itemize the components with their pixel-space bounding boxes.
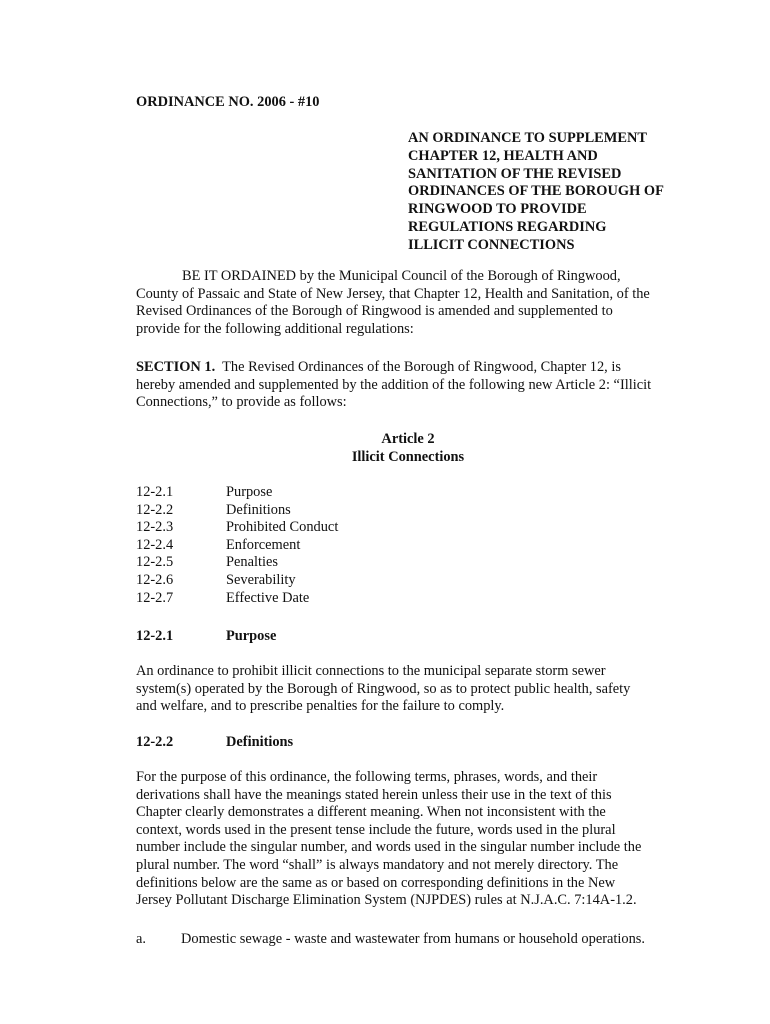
paragraph-line [136, 359, 696, 377]
heading-title: Definitions [226, 734, 294, 750]
paragraph-line: context, words used in the present tense include the future, words used in the plural [136, 821, 616, 838]
toc-number: 12-2.5 [136, 554, 174, 571]
subject-line: REGULATIONS REGARDING [408, 218, 607, 235]
toc-row [136, 572, 338, 590]
section-1-paragraph [136, 359, 696, 412]
toc-row [136, 502, 338, 520]
paragraph-line: derivations shall have the meanings stated herein unless their use in the text of this [136, 786, 612, 803]
paragraph-line: system(s) operated by the Borough of Ringwood, so as to protect public health, safety [136, 680, 631, 697]
subject-line: AN ORDINANCE TO SUPPLEMENT [408, 130, 647, 146]
paragraph-line: Revised Ordinances of the Borough of Ringwood is amended and supplemented to [136, 303, 613, 320]
toc-number: 12-2.7 [136, 589, 174, 606]
toc-title: Prohibited Conduct [226, 519, 339, 536]
toc-number: 12-2.2 [136, 501, 174, 518]
toc-title: Enforcement [226, 536, 301, 553]
toc-number: 12-2.3 [136, 519, 174, 536]
preamble-paragraph [136, 268, 696, 338]
toc-number: 12-2.1 [136, 484, 174, 500]
subject-line: CHAPTER 12, HEALTH AND [408, 147, 598, 164]
toc-title: Definitions [226, 501, 291, 518]
ordinance-subject [408, 130, 708, 255]
toc-title: Purpose [226, 484, 273, 500]
paragraph-line: Chapter clearly demonstrates a different meaning. When not inconsistent with the [136, 804, 606, 821]
paragraph-line: and welfare, and to prescribe penalties for the failure to comply. [136, 698, 505, 715]
subject-line: ILLICIT CONNECTIONS [408, 236, 575, 253]
paragraph-line: Jersey Pollutant Discharge Elimination System (NJPDES) rules at N.J.A.C. 7:14A-1.2. [136, 892, 637, 909]
toc-row [136, 537, 338, 555]
toc-title: Severability [226, 571, 296, 588]
article-heading [136, 430, 680, 466]
toc-row [136, 519, 338, 537]
toc-row [136, 554, 338, 572]
heading-number: 12-2.1 [136, 628, 174, 644]
section-text: The Revised Ordinances of the Borough of Ringwood, Chapter 12, is [215, 359, 621, 375]
definitions-paragraph [136, 769, 696, 910]
paragraph-line: An ordinance to prohibit illicit connections to the municipal separate storm sewer [136, 663, 606, 679]
paragraph-line: Connections,” to provide as follows: [136, 394, 347, 411]
article-number: Article 2 [381, 431, 435, 447]
paragraph-line: number include the singular number, and words used in the singular number include the [136, 839, 642, 856]
paragraph-line: County of Passaic and State of New Jersey, that Chapter 12, Health and Sanitation, of the [136, 285, 650, 302]
paragraph-line: BE IT ORDAINED by the Municipal Council of the Borough of Ringwood, [182, 268, 621, 284]
paragraph-line: provide for the following additional regulations: [136, 320, 414, 337]
paragraph-line: For the purpose of this ordinance, the following terms, phrases, words, and their [136, 769, 598, 785]
toc-number: 12-2.6 [136, 571, 174, 588]
heading-number: 12-2.2 [136, 734, 174, 750]
definition-item-a [136, 931, 645, 949]
article-name: Illicit Connections [351, 449, 465, 465]
paragraph-line: definitions below are the same as or based on corresponding definitions in the New [136, 874, 616, 891]
subject-line: ORDINANCES OF THE BOROUGH OF [408, 183, 664, 200]
toc-number: 12-2.4 [136, 536, 174, 553]
definition-letter: a. [136, 931, 146, 947]
definition-text: Domestic sewage - waste and wastewater from humans or household operations. [181, 931, 645, 947]
paragraph-line: plural number. The word “shall” is always mandatory and not merely directory. The [136, 856, 619, 873]
toc-title: Effective Date [226, 589, 310, 606]
toc-title: Penalties [226, 554, 278, 571]
subject-line: RINGWOOD TO PROVIDE [408, 201, 587, 218]
table-of-contents [136, 484, 338, 607]
definitions-heading [136, 734, 293, 752]
toc-row [136, 484, 338, 502]
purpose-heading [136, 628, 276, 646]
heading-title: Purpose [226, 628, 277, 644]
section-label: SECTION 1. [136, 359, 216, 375]
paragraph-line: hereby amended and supplemented by the addition of the following new Article 2: “Illicit [136, 376, 652, 393]
purpose-paragraph [136, 663, 696, 716]
ordinance-number: ORDINANCE NO. 2006 - #10 [136, 94, 320, 110]
toc-row [136, 590, 338, 608]
subject-line: SANITATION OF THE REVISED [408, 165, 622, 182]
